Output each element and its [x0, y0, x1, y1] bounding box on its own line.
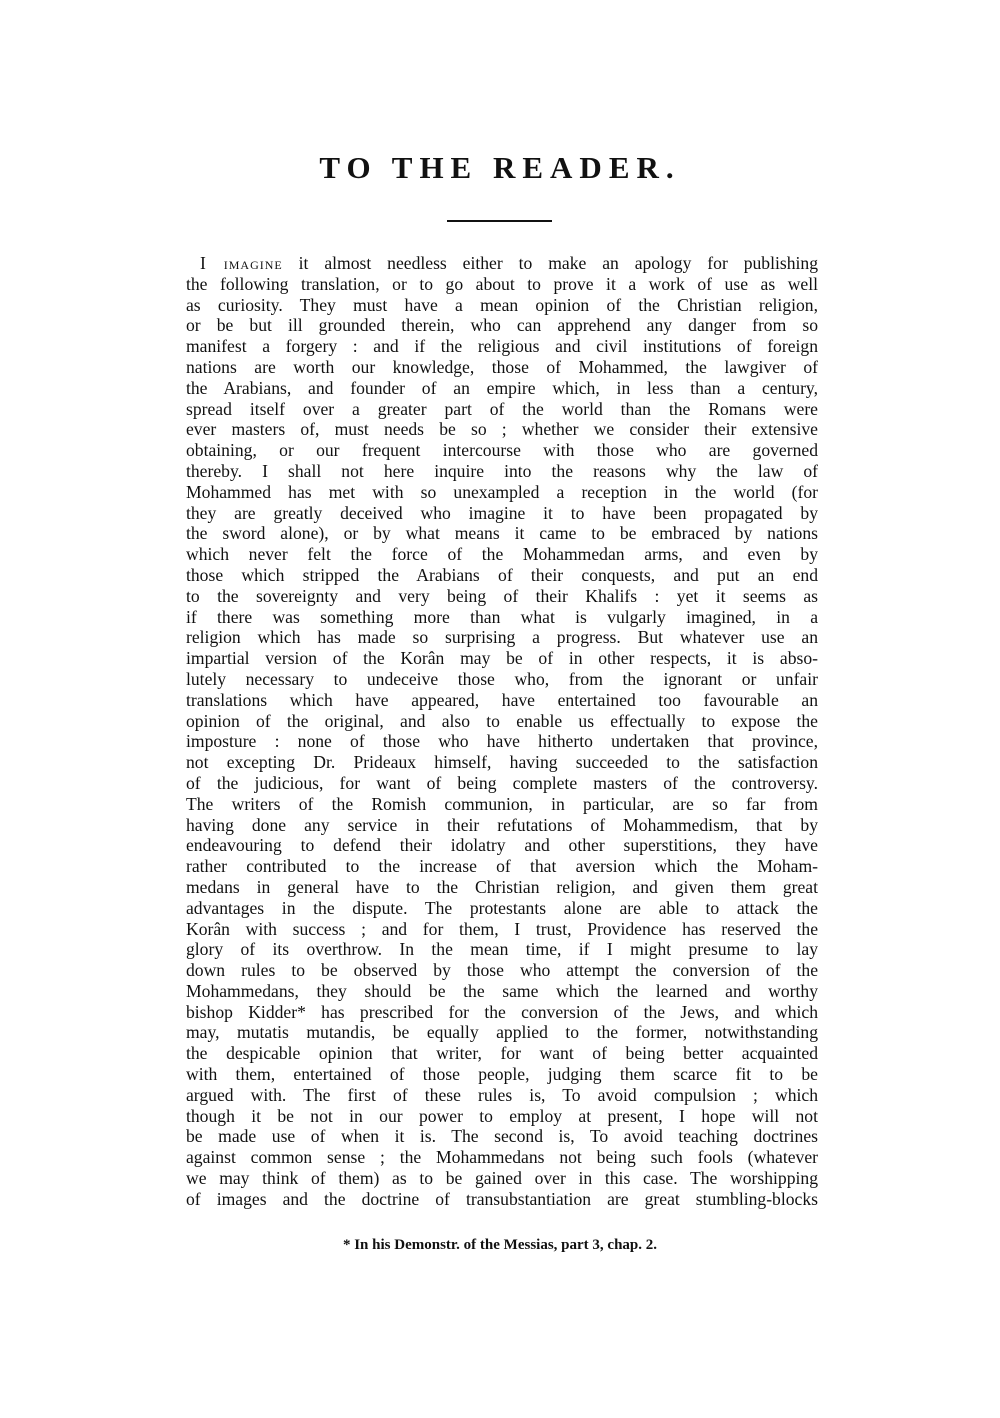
text-line-content: the Arabians, and founder of an empire which, in less than a century, [186, 377, 818, 398]
text-line-content: Mohammed has met with so unexampled a reception in the world (for [186, 481, 818, 502]
text-line [186, 690, 818, 711]
text-line-content: of the judicious, for want of being complete masters of the controversy. [186, 772, 818, 793]
text-line-content: ever masters of, must needs be so ; whether we consider their extensive [186, 419, 818, 440]
text-line-content: spread itself over a greater part of the world than the Romans were [186, 398, 818, 419]
text-line-content: rather contributed to the increase of that aversion which the Moham- [186, 856, 818, 877]
text-line [186, 461, 818, 482]
text-line-content: thereby. I shall not here inquire into the reasons why the law of [186, 460, 818, 481]
text-line-content: be made use of when it is. The second is, To avoid teaching doctrines [186, 1126, 818, 1147]
text-line-content: obtaining, or our frequent intercourse with those who are governed [186, 440, 818, 461]
text-line [186, 544, 818, 565]
page-title: TO THE READER. [319, 150, 681, 185]
text-line [186, 378, 818, 399]
text-line [186, 295, 818, 316]
text-line-content: or be but ill grounded therein, who can apprehend any danger from so [186, 315, 818, 336]
text-line-content: bishop Kidder* has prescribed for the conversion of the Jews, and which [186, 1001, 818, 1022]
text-line [186, 1106, 818, 1127]
text-line [186, 253, 818, 274]
text-line-content: endeavouring to defend their idolatry and other superstitions, they have [186, 835, 818, 856]
text-line [186, 669, 818, 690]
text-line [186, 482, 818, 503]
text-line [186, 711, 818, 732]
text-line [186, 939, 818, 960]
text-line-content: opinion of the original, and also to enable us effectually to expose the [186, 710, 818, 731]
text-line-content: argued with. The first of these rules is, To avoid compulsion ; which [186, 1084, 818, 1105]
text-line-content: the following translation, or to go about to prove it a work of use as well [186, 273, 818, 294]
title-rule [447, 220, 552, 222]
first-word: I imagine [200, 253, 283, 273]
text-line-content: medans in general have to the Christian religion, and given them great [186, 876, 818, 897]
text-line-content: if there was something more than what is vulgarly imagined, in a [186, 606, 818, 627]
text-line [186, 419, 818, 440]
text-line-content: against common sense ; the Mohammedans not being such fools (whatever [186, 1147, 818, 1168]
text-line [186, 565, 818, 586]
text-line [186, 627, 818, 648]
text-line [186, 773, 818, 794]
text-line [186, 1168, 818, 1189]
text-line [186, 794, 818, 815]
text-line-content: though it be not in our power to employ at present, I hope will not [186, 1105, 818, 1126]
text-line-content: advantages in the dispute. The protestants alone are able to attack the [186, 897, 818, 918]
text-line-content: not excepting Dr. Prideaux himself, having succeeded to the satisfaction [186, 752, 818, 773]
text-line [186, 856, 818, 877]
text-line-content: having done any service in their refutations of Mohammedism, that by [186, 814, 818, 835]
text-line-content: translations which have appeared, have entertained too favourable an [186, 689, 818, 710]
footnote: * In his Demonstr. of the Messias, part 3, chap. 2. [342, 1237, 658, 1253]
text-line-content: The writers of the Romish communion, in particular, are so far from [186, 793, 818, 814]
text-line [186, 731, 818, 752]
text-line [186, 960, 818, 981]
text-line [186, 440, 818, 461]
text-line-content: to the sovereignty and very being of their Khalifs : yet it seems as [186, 585, 818, 606]
text-line-content: glory of its overthrow. In the mean time, if I might presume to lay [186, 939, 818, 960]
text-line [186, 523, 818, 544]
text-line [186, 1002, 818, 1023]
text-line-content: manifest a forgery : and if the religious and civil institutions of foreign [186, 336, 818, 357]
text-line [186, 648, 818, 669]
text-line-content: down rules to be observed by those who attempt the conversion of the [186, 960, 818, 981]
text-line [186, 503, 818, 524]
text-line [186, 877, 818, 898]
text-line-content: which never felt the force of the Mohammedan arms, and even by [186, 544, 818, 565]
text-line-content: religion which has made so surprising a progress. But whatever use an [186, 627, 818, 648]
text-line [186, 315, 818, 336]
text-line-content: it almost needless either to make an apology for publishing [282, 253, 818, 273]
body-text [186, 253, 818, 1210]
text-line [186, 357, 818, 378]
text-line-content: the despicable opinion that writer, for want of being better acquainted [186, 1043, 818, 1064]
text-line [186, 752, 818, 773]
text-line [186, 1085, 818, 1106]
text-line-content: may, mutatis mutandis, be equally applied to the former, notwithstanding [186, 1022, 818, 1043]
text-line [186, 1022, 818, 1043]
text-line [186, 1064, 818, 1085]
text-line-content: nations are worth our knowledge, those of Mohammed, the lawgiver of [186, 356, 818, 377]
text-line [186, 274, 818, 295]
text-line [186, 835, 818, 856]
text-line [186, 898, 818, 919]
text-line [186, 1126, 818, 1147]
text-line-content: with them, entertained of those people, judging them scarce fit to be [186, 1064, 818, 1085]
text-line-content: of images and the doctrine of transubstantiation are great stumbling-blocks [186, 1188, 818, 1209]
text-line [186, 586, 818, 607]
text-line-content: they are greatly deceived who imagine it to have been propagated by [186, 502, 818, 523]
text-line-content: we may think of them) as to be gained over in this case. The worshipping [186, 1168, 818, 1189]
text-line-content: impartial version of the Korân may be of in other respects, it is abso- [186, 648, 818, 669]
text-line [186, 1043, 818, 1064]
text-line [186, 815, 818, 836]
text-line [186, 981, 818, 1002]
text-line [186, 399, 818, 420]
text-line-content: Mohammedans, they should be the same which the learned and worthy [186, 980, 818, 1001]
text-line-content: Korân with success ; and for them, I trust, Providence has reserved the [186, 918, 818, 939]
text-line-content: those which stripped the Arabians of their conquests, and put an end [186, 564, 818, 585]
text-line-content: lutely necessary to undeceive those who, from the ignorant or unfair [186, 668, 818, 689]
text-line [186, 607, 818, 628]
text-line-content: imposture : none of those who have hitherto undertaken that province, [186, 731, 818, 752]
text-line [186, 336, 818, 357]
text-line [186, 1147, 818, 1168]
text-line-content: as curiosity. They must have a mean opinion of the Christian religion, [186, 294, 818, 315]
text-line [186, 1189, 818, 1210]
text-line-content: the sword alone), or by what means it came to be embraced by nations [186, 523, 818, 544]
text-line [186, 919, 818, 940]
